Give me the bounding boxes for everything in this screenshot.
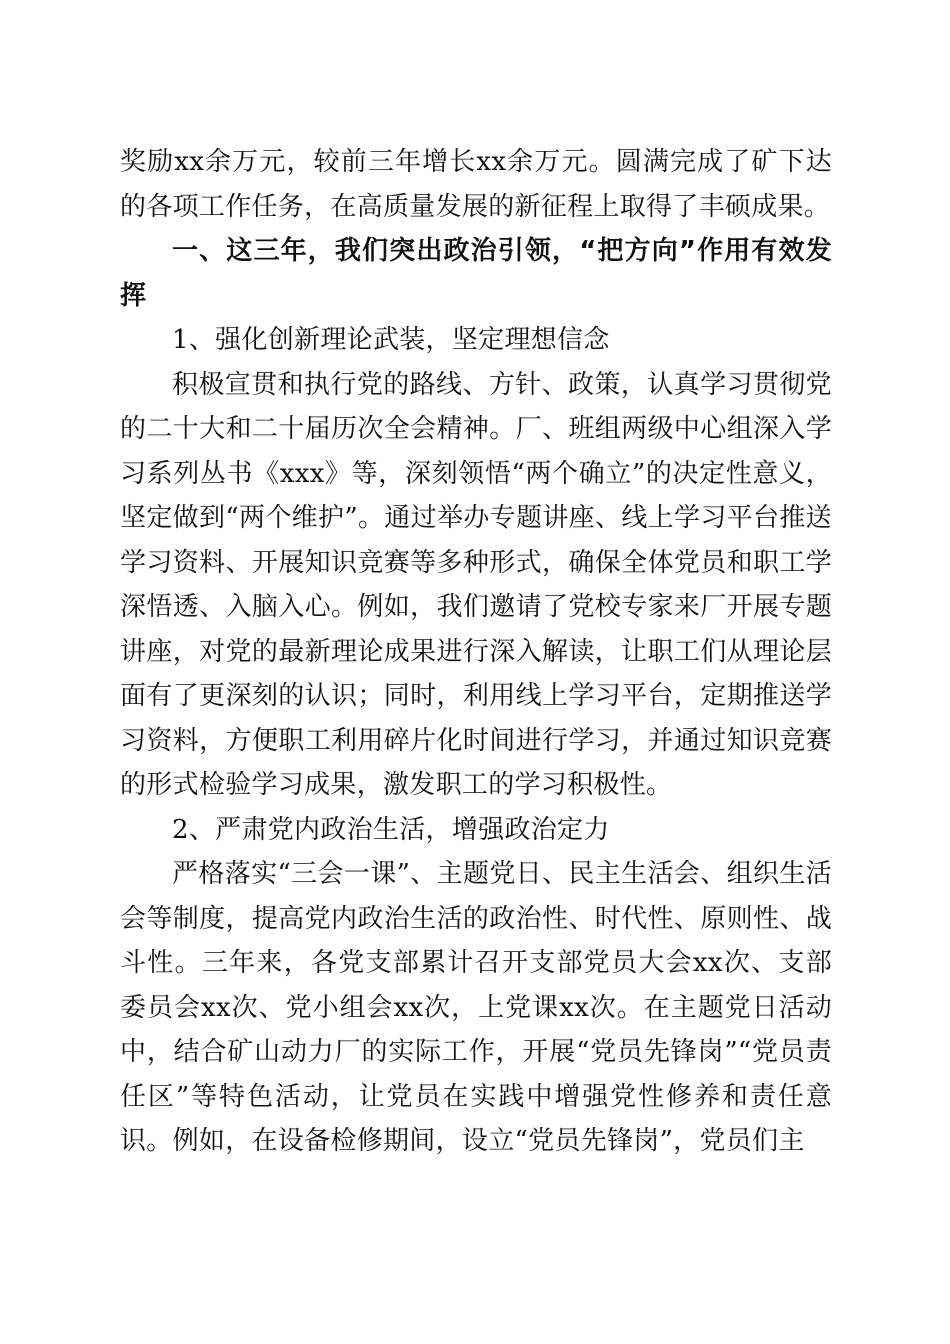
body-paragraph: 严格落实“三会一课”、主题党日、民主生活会、组织生活会等制度，提高党内政治生活的政治性、时代性、原则性、战斗性。三年来，各党支部累计召开支部党员大会xx次、支部委员会xx次、党小组会xx次，上党课xx次。在主题党日活动中，结合矿山动力厂的实际工作，开展“党员先锋岗”“党员责任区”等特色活动，让党员在实践中增强党性修养和责任意识。例如，在设备检修期间，设立“党员先锋岗”，党员们主	[120, 859, 832, 1156]
subheading: 1、强化创新理论武装，坚定理想信念	[172, 325, 610, 355]
body-paragraph: 积极宣贯和执行党的路线、方针、政策，认真学习贯彻党的二十大和二十届历次全会精神。厂、班组两级中心组深入学习系列丛书《xxx》等，深刻领悟“两个确立”的决定性意义，坚定做到“两个维护”。通过举办专题讲座、线上学习平台推送学习资料、开展知识竞赛等多种形式，确保全体党员和职工学深悟透、入脑入心。例如，我们邀请了党校专家来厂开展专题讲座，对党的最新理论成果进行深入解读，让职工们从理论层面有了更深刻的认识；同时，利用线上学习平台，定期推送学习资料，方便职工利用碎片化时间进行学习，并通过知识竞赛的形式检验学习成果，激发职工的学习积极性。	[120, 369, 832, 800]
body-paragraph-continued: 奖励xx余万元，较前三年增长xx余万元。圆满完成了矿下达的各项工作任务，在高质量发展的新征程上取得了丰硕成果。	[120, 147, 832, 222]
section-heading: 一、这三年，我们突出政治引领，“把方向”作用有效发挥	[120, 236, 832, 311]
document-body	[120, 140, 832, 1164]
subheading: 2、严肃党内政治生活，增强政治定力	[172, 814, 610, 845]
